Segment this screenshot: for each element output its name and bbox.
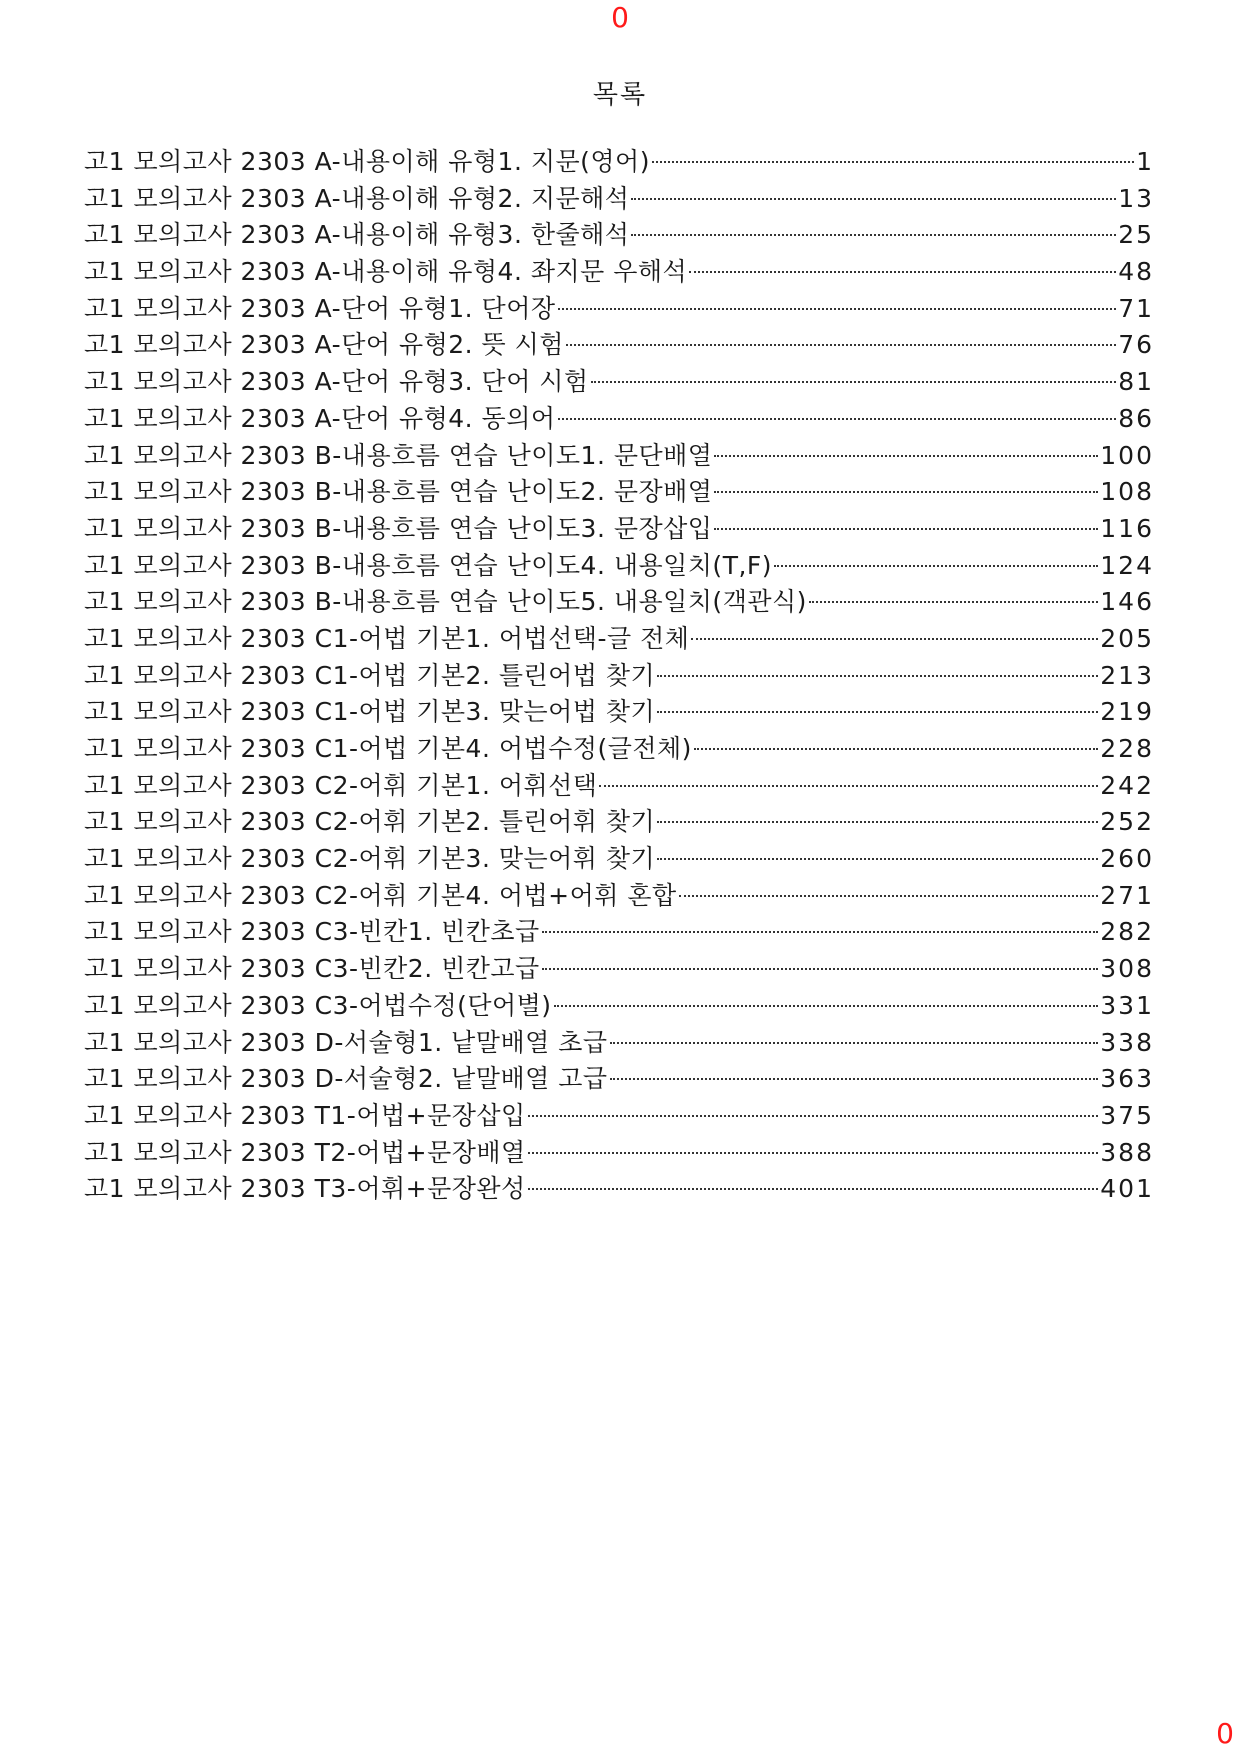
toc-entry-title: 고1 모의고사 2303 T2-어법+문장배열 <box>84 1137 526 1167</box>
page-marker-bottom: 0 <box>1216 1717 1234 1750</box>
dot-leader <box>694 748 1098 750</box>
toc-entry-title: 고1 모의고사 2303 A-내용이해 유형1. 지문(영어) <box>84 147 650 176</box>
toc-entry[interactable] <box>84 1171 1154 1208</box>
dot-leader <box>528 1115 1099 1117</box>
toc-entry-page-number: 260 <box>1100 844 1154 874</box>
toc-entry[interactable] <box>84 217 1154 254</box>
toc-entry-page-number: 213 <box>1100 660 1154 690</box>
toc-entry-page-number: 124 <box>1100 550 1154 580</box>
toc-entry-title: 고1 모의고사 2303 C2-어휘 기본1. 어휘선택 <box>84 770 598 800</box>
toc-entry-page-number: 331 <box>1100 990 1154 1020</box>
toc-entry-title: 고1 모의고사 2303 B-내용흐름 연습 난이도2. 문장배열 <box>84 477 713 507</box>
dot-leader <box>809 601 1098 603</box>
toc-entry[interactable] <box>84 731 1154 768</box>
toc-entry[interactable] <box>84 548 1154 585</box>
toc-entry-title: 고1 모의고사 2303 D-서술형1. 낱말배열 초급 <box>84 1027 608 1057</box>
dot-leader <box>714 491 1098 493</box>
toc-entry-title: 고1 모의고사 2303 C1-어법 기본2. 틀린어법 찾기 <box>84 660 656 690</box>
toc-entry-title: 고1 모의고사 2303 B-내용흐름 연습 난이도1. 문단배열 <box>84 440 713 470</box>
toc-entry-title: 고1 모의고사 2303 A-단어 유형1. 단어장 <box>84 293 556 323</box>
toc-entry[interactable] <box>84 841 1154 878</box>
dot-leader <box>542 931 1099 933</box>
toc-entry-page-number: 81 <box>1118 367 1154 397</box>
toc-entry-title: 고1 모의고사 2303 C3-빈칸2. 빈칸고급 <box>84 954 540 984</box>
toc-entry[interactable] <box>84 1061 1154 1098</box>
dot-leader <box>558 418 1117 420</box>
toc-entry[interactable] <box>84 621 1154 658</box>
dot-leader <box>542 968 1099 970</box>
toc-entry-title: 고1 모의고사 2303 D-서술형2. 낱말배열 고급 <box>84 1064 608 1094</box>
toc-entry[interactable] <box>84 438 1154 475</box>
dot-leader <box>599 785 1098 787</box>
toc-entry-page-number: 48 <box>1118 257 1154 287</box>
toc-entry[interactable] <box>84 327 1154 364</box>
toc-entry-title: 고1 모의고사 2303 C1-어법 기본4. 어법수정(글전체) <box>84 734 692 763</box>
toc-entry[interactable] <box>84 401 1154 438</box>
toc-entry[interactable] <box>84 364 1154 401</box>
toc-entry[interactable] <box>84 988 1154 1025</box>
toc-entry-page-number: 25 <box>1118 220 1154 250</box>
toc-entry[interactable] <box>84 951 1154 988</box>
dot-leader <box>631 198 1116 200</box>
toc-entry-page-number: 76 <box>1118 330 1154 360</box>
dot-leader <box>631 234 1116 236</box>
toc-entry-page-number: 252 <box>1100 807 1154 837</box>
toc-entry[interactable] <box>84 914 1154 951</box>
dot-leader <box>714 528 1098 530</box>
dot-leader <box>657 675 1098 677</box>
toc-entry-page-number: 338 <box>1100 1027 1154 1057</box>
toc-entry[interactable] <box>84 1135 1154 1172</box>
toc-entry-title: 고1 모의고사 2303 A-내용이해 유형4. 좌지문 우해석 <box>84 257 688 287</box>
toc-entry-page-number: 375 <box>1100 1100 1154 1130</box>
page-title: 목록 <box>592 80 648 110</box>
toc-entry[interactable] <box>84 254 1154 291</box>
dot-leader <box>657 821 1098 823</box>
toc-entry-page-number: 205 <box>1100 623 1154 653</box>
toc-entry-title: 고1 모의고사 2303 C2-어휘 기본3. 맞는어휘 찾기 <box>84 844 656 874</box>
toc-entry[interactable] <box>84 1025 1154 1062</box>
toc-entry-title: 고1 모의고사 2303 A-단어 유형3. 단어 시험 <box>84 367 589 397</box>
dot-leader <box>528 1152 1099 1154</box>
dot-leader <box>528 1188 1099 1190</box>
toc-entry-page-number: 116 <box>1100 513 1154 543</box>
toc-entry-page-number: 86 <box>1118 403 1154 433</box>
toc-entry-page-number: 13 <box>1118 183 1154 213</box>
dot-leader <box>558 308 1117 310</box>
toc-entry-page-number: 363 <box>1100 1064 1154 1094</box>
toc-entry-page-number: 242 <box>1100 770 1154 800</box>
page-marker-top: 0 <box>611 1 629 34</box>
toc-entry[interactable] <box>84 584 1154 621</box>
toc-entry-title: 고1 모의고사 2303 A-단어 유형4. 동의어 <box>84 403 556 433</box>
dot-leader <box>566 344 1116 346</box>
toc-entry[interactable] <box>84 181 1154 218</box>
dot-leader <box>689 271 1116 273</box>
toc-entry-page-number: 401 <box>1100 1174 1154 1204</box>
toc-entry-page-number: 271 <box>1100 880 1154 910</box>
toc-entry[interactable] <box>84 768 1154 805</box>
dot-leader <box>679 895 1099 897</box>
toc-entry-title: 고1 모의고사 2303 C1-어법 기본1. 어법선택-글 전체 <box>84 623 690 653</box>
toc-entry[interactable] <box>84 511 1154 548</box>
toc-entry-title: 고1 모의고사 2303 T1-어법+문장삽입 <box>84 1100 526 1130</box>
dot-leader <box>691 638 1098 640</box>
toc-entry-title: 고1 모의고사 2303 T3-어휘+문장완성 <box>84 1174 526 1204</box>
dot-leader <box>591 381 1117 383</box>
toc-entry[interactable] <box>84 474 1154 511</box>
toc-entry-title: 고1 모의고사 2303 C1-어법 기본3. 맞는어법 찾기 <box>84 697 656 727</box>
dot-leader <box>657 858 1098 860</box>
dot-leader <box>652 161 1134 163</box>
toc-entry[interactable] <box>84 144 1154 181</box>
dot-leader <box>554 1005 1099 1007</box>
toc-entry-page-number: 388 <box>1100 1137 1154 1167</box>
toc-entry-page-number: 1 <box>1136 147 1154 176</box>
toc-entry[interactable] <box>84 804 1154 841</box>
dot-leader <box>610 1042 1099 1044</box>
table-of-contents <box>84 144 1154 1208</box>
dot-leader <box>774 565 1098 567</box>
toc-entry[interactable] <box>84 1098 1154 1135</box>
toc-entry-title: 고1 모의고사 2303 A-내용이해 유형3. 한줄해석 <box>84 220 630 250</box>
toc-entry[interactable] <box>84 291 1154 328</box>
toc-entry-title: 고1 모의고사 2303 C3-어법수정(단어별) <box>84 990 552 1020</box>
toc-entry-page-number: 219 <box>1100 697 1154 727</box>
dot-leader <box>657 711 1098 713</box>
toc-entry[interactable] <box>84 878 1154 915</box>
toc-entry-page-number: 282 <box>1100 917 1154 947</box>
dot-leader <box>714 455 1098 457</box>
toc-entry-page-number: 108 <box>1100 477 1154 507</box>
toc-entry-title: 고1 모의고사 2303 C2-어휘 기본2. 틀린어휘 찾기 <box>84 807 656 837</box>
toc-entry-title: 고1 모의고사 2303 A-단어 유형2. 뜻 시험 <box>84 330 564 360</box>
toc-entry-title: 고1 모의고사 2303 B-내용흐름 연습 난이도3. 문장삽입 <box>84 513 713 543</box>
toc-entry-page-number: 308 <box>1100 954 1154 984</box>
toc-entry[interactable] <box>84 658 1154 695</box>
toc-entry-page-number: 71 <box>1118 293 1154 323</box>
toc-entry-title: 고1 모의고사 2303 B-내용흐름 연습 난이도4. 내용일치(T,F) <box>84 550 773 580</box>
toc-entry-title: 고1 모의고사 2303 C3-빈칸1. 빈칸초급 <box>84 917 540 947</box>
toc-entry-page-number: 100 <box>1100 440 1154 470</box>
toc-entry-page-number: 228 <box>1100 734 1154 763</box>
toc-entry-title: 고1 모의고사 2303 B-내용흐름 연습 난이도5. 내용일치(객관식) <box>84 587 807 617</box>
dot-leader <box>610 1078 1099 1080</box>
toc-entry-title: 고1 모의고사 2303 A-내용이해 유형2. 지문해석 <box>84 183 630 213</box>
toc-entry[interactable] <box>84 694 1154 731</box>
toc-entry-page-number: 146 <box>1100 587 1154 617</box>
toc-entry-title: 고1 모의고사 2303 C2-어휘 기본4. 어법+어휘 혼합 <box>84 880 677 910</box>
